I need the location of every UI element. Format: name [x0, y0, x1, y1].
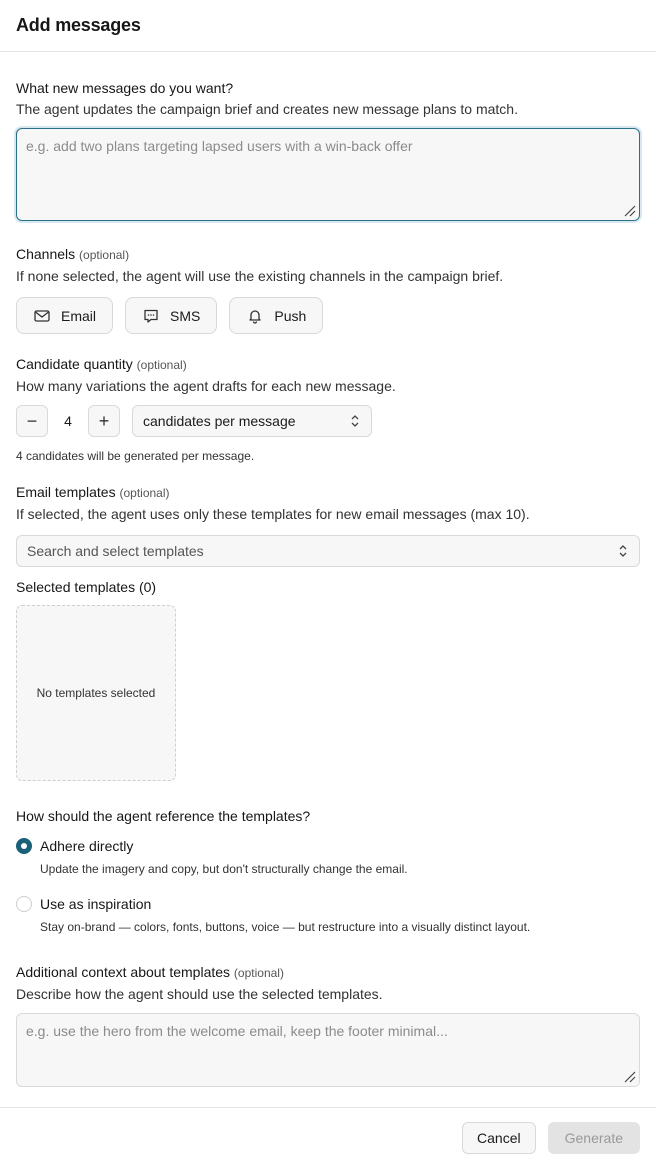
channel-sms-label: SMS	[170, 307, 201, 324]
increment-button[interactable]: +	[88, 405, 120, 437]
radio-adhere-row[interactable]	[16, 838, 640, 854]
radio-inspiration[interactable]	[16, 896, 640, 934]
resize-handle-icon[interactable]	[622, 1069, 636, 1083]
messages-section	[16, 79, 640, 221]
quantity-section	[16, 355, 640, 463]
channel-chips	[16, 297, 640, 334]
radio-inspiration-button[interactable]	[16, 896, 32, 912]
optional-tag: (optional)	[79, 248, 130, 262]
context-placeholder: e.g. use the hero from the welcome email, keep the footer minimal...	[26, 1023, 448, 1039]
channels-section	[16, 245, 640, 334]
quantity-unit-select[interactable]	[132, 405, 372, 437]
templates-help: If selected, the agent uses only these templates for new email messages (max 10).	[16, 506, 530, 522]
bell-icon	[246, 307, 264, 325]
templates-label	[16, 483, 640, 502]
messages-textarea[interactable]	[16, 128, 640, 221]
chevron-up-down-icon	[349, 414, 361, 428]
quantity-label	[16, 355, 640, 374]
channel-push-button[interactable]	[229, 297, 323, 334]
channel-email-label: Email	[61, 307, 97, 324]
generate-button[interactable]: Generate	[548, 1122, 640, 1154]
template-search-select[interactable]	[16, 535, 640, 567]
reference-label: How should the agent reference the templates?	[16, 808, 311, 824]
messages-help: The agent updates the campaign brief and creates new message plans to match.	[16, 101, 518, 117]
quantity-unit-value: candidates per message	[143, 413, 296, 429]
mail-icon	[33, 307, 51, 325]
context-label-text: Additional context about templates	[16, 964, 231, 980]
radio-adhere-desc: Update the imagery and copy, but don't structurally change the email.	[40, 862, 408, 876]
channel-email-button[interactable]	[16, 297, 113, 334]
quantity-stepper	[16, 405, 640, 437]
optional-tag: (optional)	[119, 486, 170, 500]
templates-label-text: Email templates	[16, 484, 116, 500]
selected-templates-empty	[16, 605, 176, 781]
radio-adhere-button[interactable]	[16, 838, 32, 854]
channels-label	[16, 245, 640, 264]
context-label	[16, 963, 640, 982]
templates-section	[16, 483, 640, 567]
optional-tag: (optional)	[136, 358, 187, 372]
channels-help: If none selected, the agent will use the existing channels in the campaign brief.	[16, 268, 504, 284]
channel-sms-button[interactable]	[125, 297, 217, 334]
dialog-footer	[0, 1107, 656, 1168]
chat-bubble-icon	[142, 307, 160, 325]
selected-templates-label: Selected templates (0)	[16, 579, 157, 595]
quantity-help: How many variations the agent drafts for each new message.	[16, 378, 396, 394]
quantity-value[interactable]: 4	[64, 413, 72, 429]
context-help: Describe how the agent should use the selected templates.	[16, 986, 383, 1002]
radio-inspiration-label[interactable]: Use as inspiration	[40, 896, 152, 912]
radio-adhere[interactable]	[16, 838, 640, 876]
dialog-header	[0, 0, 656, 52]
radio-inspiration-row[interactable]	[16, 896, 640, 912]
context-section	[16, 963, 640, 1087]
decrement-button[interactable]: −	[16, 405, 48, 437]
resize-handle-icon[interactable]	[622, 203, 636, 217]
reference-section	[16, 807, 640, 934]
template-search-placeholder: Search and select templates	[27, 543, 204, 559]
channels-label-text: Channels	[16, 246, 76, 262]
dialog-title: Add messages	[16, 15, 141, 35]
cancel-button[interactable]: Cancel	[462, 1122, 536, 1154]
radio-adhere-label[interactable]: Adhere directly	[40, 838, 134, 854]
channel-push-label: Push	[274, 307, 307, 324]
context-textarea[interactable]	[16, 1013, 640, 1087]
radio-inspiration-desc: Stay on-brand — colors, fonts, buttons, voice — but restructure into a visually distinct layout.	[40, 920, 531, 934]
quantity-label-text: Candidate quantity	[16, 356, 133, 372]
chevron-up-down-icon	[617, 544, 629, 558]
quantity-summary: 4 candidates will be generated per message.	[16, 449, 255, 463]
empty-state-text: No templates selected	[36, 686, 156, 700]
messages-placeholder: e.g. add two plans targeting lapsed users with a win-back offer	[26, 138, 413, 154]
optional-tag: (optional)	[233, 966, 284, 980]
messages-label: What new messages do you want?	[16, 80, 234, 96]
